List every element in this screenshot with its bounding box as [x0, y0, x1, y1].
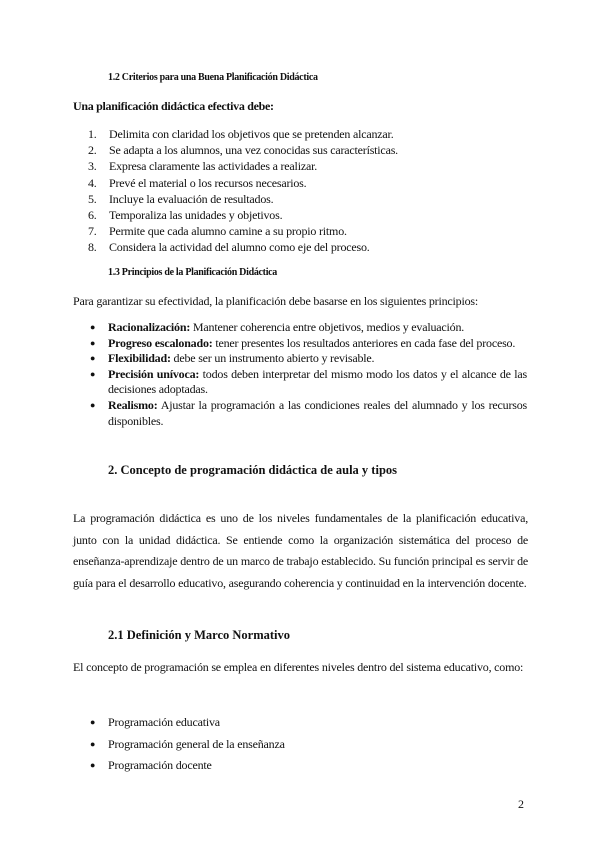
list-item — [88, 207, 398, 223]
list-item-text: Programación general de la enseñanza — [108, 736, 285, 751]
list-item-number: 8. — [88, 240, 97, 255]
principle-term: Progreso escalonado: — [108, 335, 213, 350]
list-item — [88, 158, 398, 174]
principle-text: Ajustar la programación a las condiciones reales del alumnado y los recursos disponibles. — [108, 397, 527, 428]
principle-text: debe ser un instrumento abierto y revisable. — [170, 351, 375, 366]
list-item — [88, 239, 398, 255]
section-intro-1-3: Para garantizar su efectividad, la planificación debe basarse en los siguientes principios: — [73, 294, 478, 308]
bullet-icon: ● — [90, 738, 96, 749]
list-item-text: Delimita con claridad los objetivos que se pretenden alcanzar. — [109, 127, 394, 141]
list-item — [90, 336, 527, 352]
section-heading-1-3: 1.3 Principios de la Planificación Didáctica — [108, 267, 278, 278]
list-item — [90, 398, 527, 429]
list-item-text: Se adapta a los alumnos, una vez conocidas sus características. — [109, 143, 398, 158]
principles-list — [90, 320, 527, 429]
bullet-icon: ● — [90, 717, 96, 727]
list-item-text: Temporaliza las unidades y objetivos. — [109, 208, 283, 223]
criteria-list — [88, 126, 398, 256]
list-item-number: 7. — [88, 224, 97, 239]
list-item — [88, 175, 398, 191]
list-item-text: Permite que cada alumno camine a su propio ritmo. — [109, 224, 347, 239]
principle-term: Realismo: — [108, 397, 158, 412]
list-item-number: 2. — [88, 143, 97, 158]
principle-text: todos deben interpretar del mismo modo los datos y el alcance de las decisiones adoptadas. — [108, 366, 527, 397]
programming-levels-list — [90, 712, 285, 777]
list-item-number: 5. — [88, 191, 97, 206]
list-item — [90, 320, 527, 336]
bullet-icon: ● — [90, 337, 96, 348]
list-item-number: 3. — [88, 159, 97, 174]
list-item-text: Programación educativa — [108, 715, 220, 729]
principle-term: Precisión unívoca: — [108, 366, 200, 381]
bullet-icon: ● — [90, 353, 96, 364]
bullet-icon: ● — [90, 760, 96, 770]
bullet-icon: ● — [90, 399, 96, 410]
principle-term: Racionalización: — [108, 320, 191, 334]
section-lead-1-2: Una planificación didáctica efectiva debe: — [73, 99, 274, 113]
list-item-text: Incluye la evaluación de resultados. — [109, 191, 274, 206]
list-item-text: Programación docente — [108, 758, 212, 772]
principle-text: Mantener coherencia entre objetivos, medios y evaluación. — [190, 320, 465, 334]
page-number: 2 — [518, 797, 524, 811]
list-item-text: Considera la actividad del alumno como eje del proceso. — [109, 240, 370, 255]
principle-text: tener presentes los resultados anteriores en cada fase del proceso. — [212, 335, 516, 350]
section-paragraph-2-1: El concepto de programación se emplea en diferentes niveles dentro del sistema educativo, como: — [73, 660, 524, 674]
list-item — [90, 755, 285, 777]
list-item — [90, 367, 527, 398]
list-item-text: Expresa claramente las actividades a realizar. — [109, 159, 318, 174]
section-paragraph-2: La programación didáctica es uno de los niveles fundamentales de la planificación educativa, junto con la unidad didáctica. Se entiende como la organización sistemática del proceso de enseñanza-aprendizaje dentro de un marco de trabajo establecido. Su función principal es servir de guía para el desarrollo educativo, asegurando coherencia y continuidad en la intervención docente. — [73, 511, 528, 590]
section-heading-2-1: 2.1 Definición y Marco Normativo — [108, 628, 291, 642]
list-item-number: 6. — [88, 208, 97, 223]
bullet-icon: ● — [90, 322, 96, 332]
list-item — [88, 126, 398, 142]
list-item — [90, 351, 527, 367]
list-item — [90, 734, 285, 756]
list-item-number: 1. — [88, 127, 97, 141]
section-heading-1-2: 1.2 Criterios para una Buena Planificación Didáctica — [108, 72, 318, 83]
list-item — [88, 223, 398, 239]
bullet-icon: ● — [90, 368, 96, 379]
principle-term: Flexibilidad: — [108, 351, 171, 366]
list-item — [88, 191, 398, 207]
list-item-number: 4. — [88, 175, 97, 190]
list-item-text: Prevé el material o los recursos necesarios. — [109, 175, 307, 190]
list-item — [88, 142, 398, 158]
section-heading-2: 2. Concepto de programación didáctica de aula y tipos — [108, 463, 398, 477]
list-item — [90, 712, 285, 734]
